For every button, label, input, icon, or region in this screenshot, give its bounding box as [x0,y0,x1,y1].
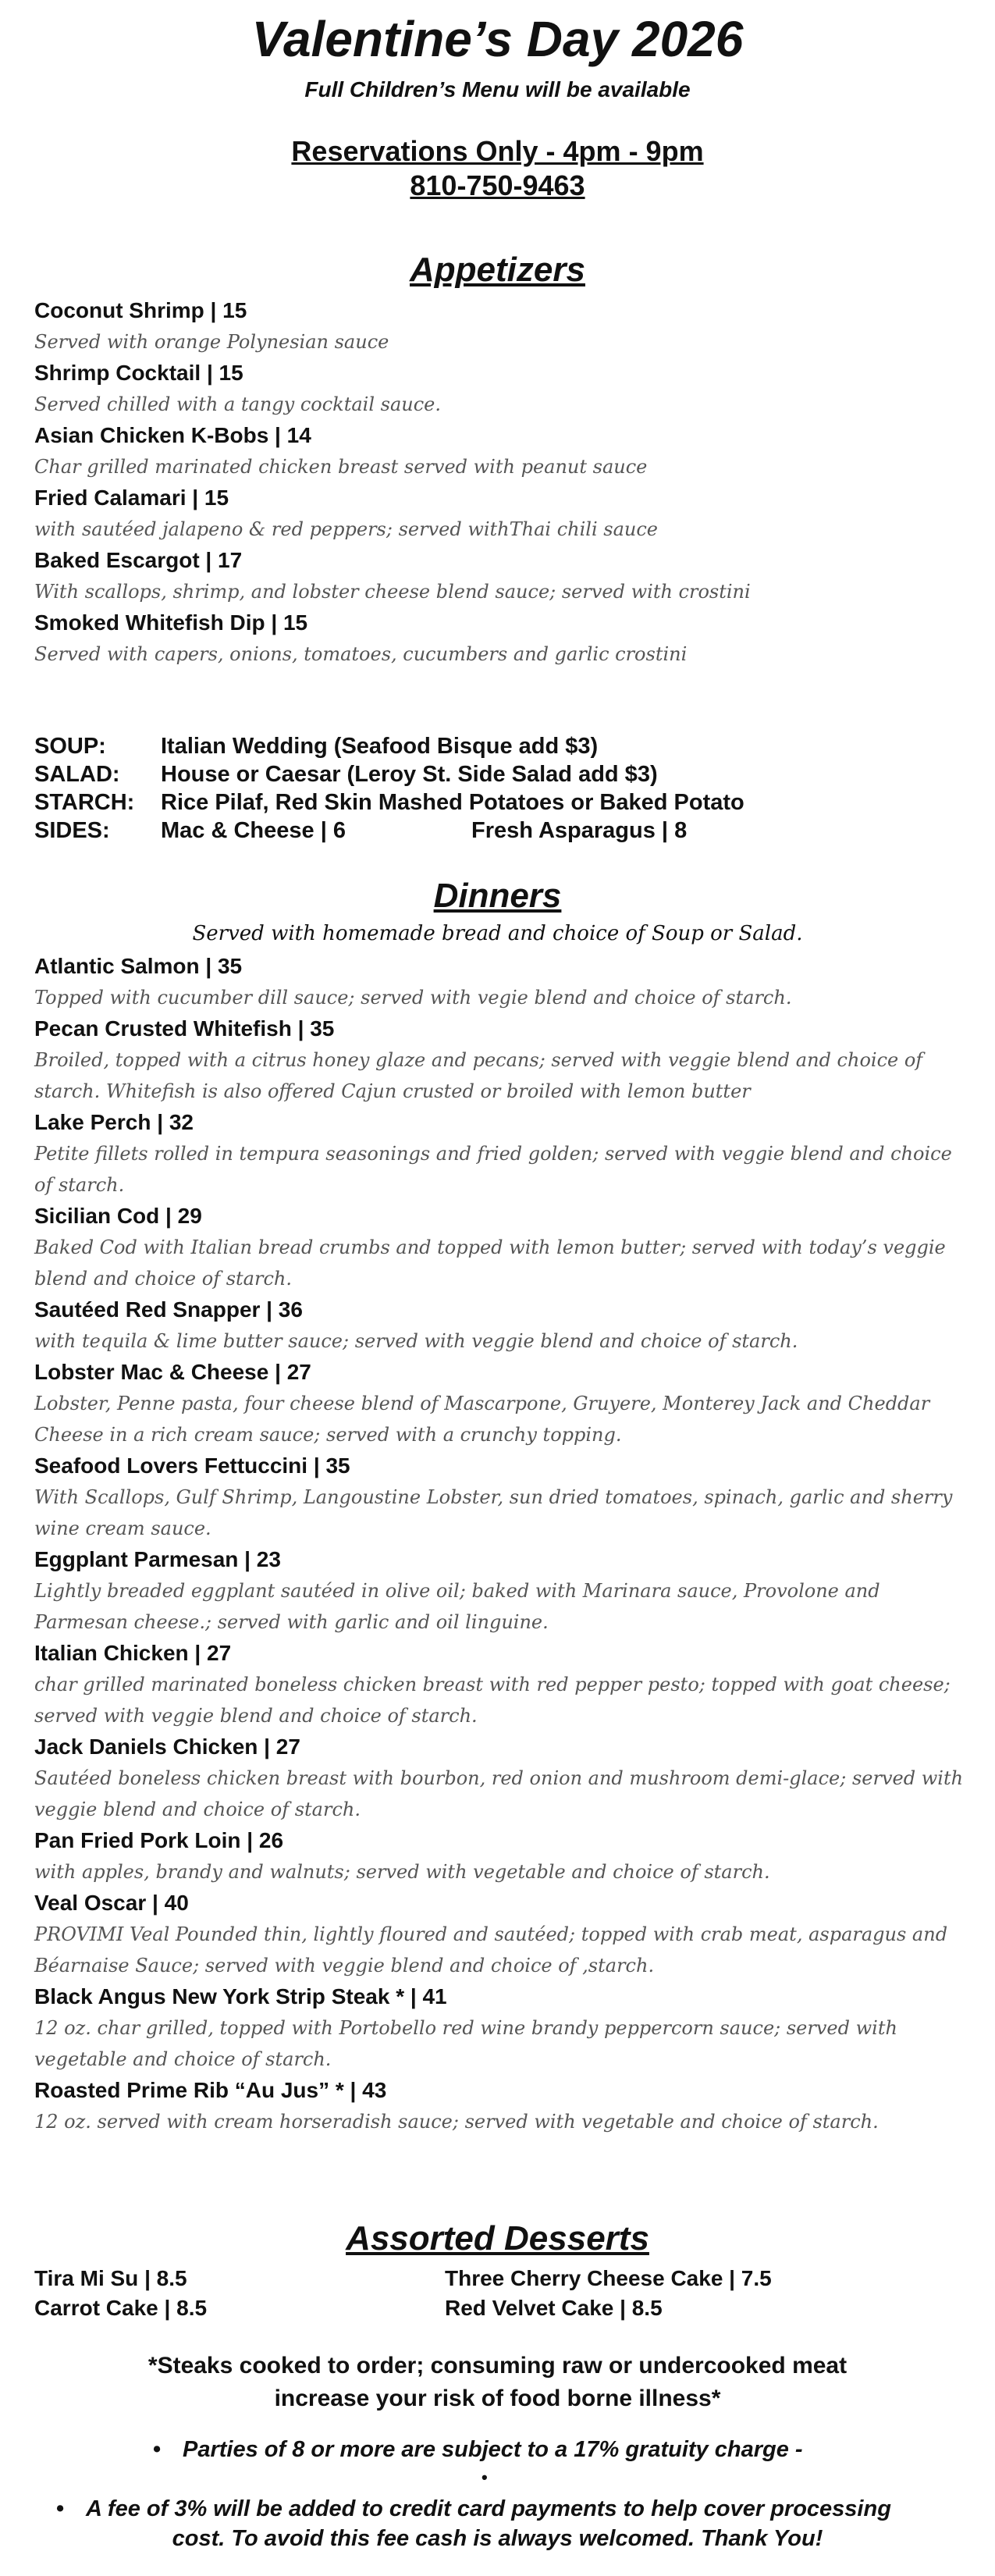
menu-item [34,295,971,358]
item-name: Pan Fried Pork Loin | 26 [34,1828,284,1852]
item-description: Char grilled marinated chicken breast served with peanut sauce [34,456,648,478]
menu-item [34,358,971,420]
item-name: Baked Escargot | 17 [34,548,243,572]
item-description: Lobster, Penne pasta, four cheese blend of Mascarpone, Gruyere, Monterey Jack and Cheddar Cheese in a rich cream sauce; served with a crunchy topping. [34,1393,930,1446]
item-description: Sautéed boneless chicken breast with bourbon, red onion and mushroom demi-glace; served with veggie blend and choice of starch. [34,1767,964,1820]
card-fee-note-line2: cost. To avoid this fee cash is always welcomed. Thank You! [172,2526,823,2551]
menu-item [34,1638,971,1731]
item-description: 12 oz. served with cream horseradish sauce; served with vegetable and choice of starch. [34,2111,879,2133]
menu-item [34,420,971,482]
item-name: Asian Chicken K-Bobs | 14 [34,423,311,447]
item-name: Pecan Crusted Whitefish | 35 [34,1016,335,1041]
salad-value: House or Caesar (Leroy St. Side Salad add $3) [161,762,658,787]
item-description: with apples, brandy and walnuts; served with vegetable and choice of starch. [34,1861,770,1883]
soup-row [34,732,971,760]
reservations-text: Reservations Only - 4pm - 9pm [291,135,704,167]
item-name: Seafood Lovers Fettuccini | 35 [34,1453,350,1478]
item-name: Sautéed Red Snapper | 36 [34,1297,303,1322]
item-name: Fried Calamari | 15 [34,486,229,510]
soup-label: SOUP: [34,734,106,759]
dinners-list [34,951,971,2137]
menu-item [34,951,971,1013]
sides-value-mac: Mac & Cheese | 6 [161,818,346,843]
dinners-heading: Dinners [433,877,562,915]
menu-item [34,2075,971,2137]
item-description: Petite fillets rolled in tempura seasonings and fried golden; served with veggie blend and choice of starch. [34,1143,952,1196]
bullet-icon: • [153,2437,162,2462]
item-description: Topped with cucumber dill sauce; served with vegie blend and choice of starch. [34,987,792,1009]
item-name: Shrimp Cocktail | 15 [34,361,243,385]
dessert-item: Carrot Cake | 8.5 [34,2296,208,2320]
gratuity-note: Parties of 8 or more are subject to a 17% gratuity charge - [183,2437,803,2462]
item-name: Smoked Whitefish Dip | 15 [34,610,308,635]
item-description: Lightly breaded eggplant sautéed in olive oil; baked with Marinara sauce, Provolone and Parmesan cheese.; served with garlic and oil linguine. [34,1580,880,1633]
bullet-icon: • [482,2467,488,2487]
dessert-item: Red Velvet Cake | 8.5 [445,2296,663,2320]
dinners-tagline: Served with homemade bread and choice of Soup or Salad. [192,922,803,945]
item-description: with sautéed jalapeno & red peppers; served withThai chili sauce [34,518,658,540]
food-safety-warning-line2: increase your risk of food borne illness* [274,2386,721,2411]
item-description: Baked Cod with Italian bread crumbs and topped with lemon butter; served with today’s veggie blend and choice of starch. [34,1236,946,1290]
dessert-item: Three Cherry Cheese Cake | 7.5 [445,2266,772,2290]
menu-item [34,607,971,670]
item-description: 12 oz. char grilled, topped with Portobello red wine brandy peppercorn sauce; served with vegetable and choice of starch. [34,2017,897,2070]
item-name: Lobster Mac & Cheese | 27 [34,1360,311,1384]
menu-item [34,1294,971,1357]
soup-value: Italian Wedding (Seafood Bisque add $3) [161,734,599,759]
menu-item [34,482,971,545]
starch-value: Rice Pilaf, Red Skin Mashed Potatoes or Baked Potato [161,790,744,815]
menu-item [34,1981,971,2075]
item-name: Italian Chicken | 27 [34,1641,232,1665]
appetizers-list [34,295,971,670]
salad-label: SALAD: [34,762,120,787]
sides-block [34,732,971,845]
item-description: with tequila & lime butter sauce; served with veggie blend and choice of starch. [34,1330,798,1352]
item-description: Served chilled with a tangy cocktail sauce. [34,393,442,415]
item-name: Lake Perch | 32 [34,1110,194,1134]
item-name: Black Angus New York Strip Steak * | 41 [34,1984,447,2008]
dessert-item: Tira Mi Su | 8.5 [34,2266,187,2290]
appetizers-heading: Appetizers [410,251,585,289]
item-name: Sicilian Cod | 29 [34,1204,202,1228]
menu-item [34,1888,971,1981]
policy-notes [0,2434,995,2574]
sides-label: SIDES: [34,818,110,843]
menu-item [34,1357,971,1450]
menu-item [34,1450,971,1544]
item-name: Veal Oscar | 40 [34,1891,189,1915]
item-description: PROVIMI Veal Pounded thin, lightly floured and sautéed; topped with crab meat, asparagus and Béarnaise Sauce; served with veggie blend and choice of ,starch. [34,1923,948,1976]
item-description: char grilled marinated boneless chicken breast with red pepper pesto; topped with goat cheese; served with veggie blend and choice of starch. [34,1674,951,1727]
sides-row [34,817,971,845]
desserts-heading: Assorted Desserts [346,2219,649,2258]
food-safety-warning-line1: *Steaks cooked to order; consuming raw or undercooked meat [147,2353,848,2379]
starch-label: STARCH: [34,790,135,815]
menu-item [34,1731,971,1825]
starch-row [34,788,971,817]
menu-item [34,1544,971,1638]
item-description: Served with orange Polynesian sauce [34,331,389,353]
menu-item [34,1201,971,1294]
page-subtitle: Full Children’s Menu will be available [304,77,691,101]
item-description: With scallops, shrimp, and lobster cheese blend sauce; served with crostini [34,581,751,603]
menu-item [34,1107,971,1201]
item-description: With Scallops, Gulf Shrimp, Langoustine Lobster, sun dried tomatoes, spinach, garlic and sherry wine cream sauce. [34,1486,953,1539]
item-name: Coconut Shrimp | 15 [34,298,247,322]
page-title: Valentine’s Day 2026 [251,11,744,67]
item-description: Served with capers, onions, tomatoes, cucumbers and garlic crostini [34,643,688,665]
salad-row [34,760,971,788]
item-name: Eggplant Parmesan | 23 [34,1547,281,1571]
item-name: Atlantic Salmon | 35 [34,954,243,978]
sides-value-asparagus: Fresh Asparagus | 8 [471,818,688,843]
menu-item [34,545,971,607]
phone-number: 810-750-9463 [410,169,585,201]
menu-item [34,1825,971,1888]
bullet-icon: • [56,2496,65,2521]
item-name: Jack Daniels Chicken | 27 [34,1735,300,1759]
card-fee-note-line1: A fee of 3% will be added to credit card payments to help cover processing [86,2496,891,2521]
item-name: Roasted Prime Rib “Au Jus” * | 43 [34,2078,387,2102]
item-description: Broiled, topped with a citrus honey glaze and pecans; served with veggie blend and choice of starch. Whitefish is also offered Cajun crusted or broiled with lemon butter [34,1049,923,1102]
desserts-list [34,2264,971,2326]
menu-item [34,1013,971,1107]
